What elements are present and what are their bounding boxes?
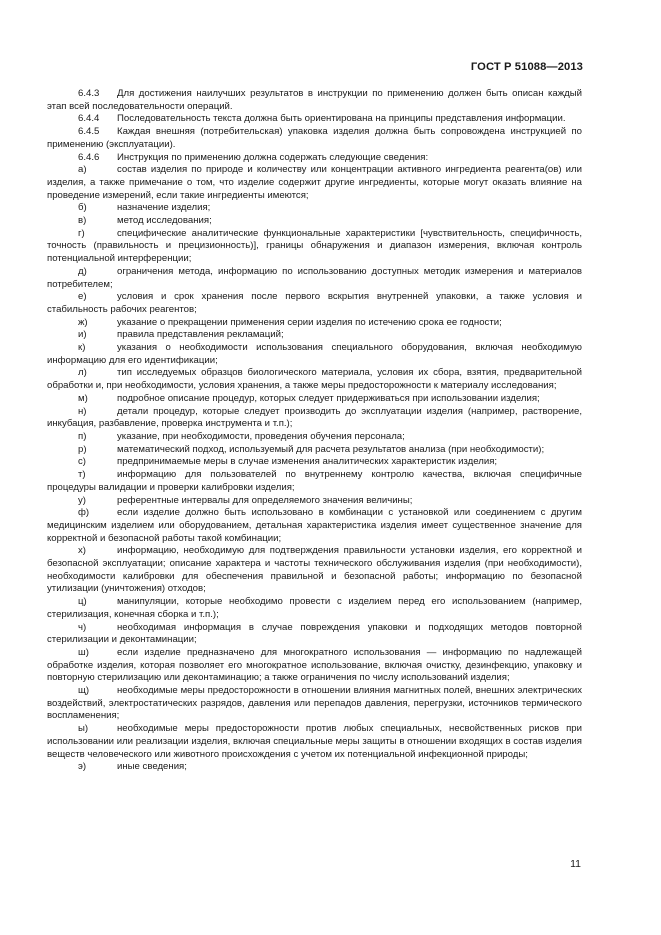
paragraph-label: 6.4.6 — [78, 151, 100, 163]
list-item-label: у) — [78, 494, 86, 506]
list-item — [47, 647, 582, 685]
paragraph — [47, 113, 582, 126]
list-item — [47, 685, 582, 723]
list-item-label: б) — [78, 202, 87, 214]
list-item-text: если изделие должно быть использовано в комбинации с установкой или соединением с другим медицинским изделием или оборудованием, детальная характеристика изделия имеет существенное значение для корректной и безопасной работы такой комбинации; — [47, 507, 582, 544]
list-item-label: н) — [78, 405, 87, 417]
list-item-label: д) — [78, 265, 87, 277]
paragraph-text: Инструкция по применению должна содержать следующие сведения: — [117, 151, 429, 163]
list-item-text: детали процедур, которые следует производить до эксплуатации изделия (например, растворение, инкубация, разбавление, проверка инструмента и т.п.); — [47, 405, 582, 430]
list-item-label: а) — [78, 164, 87, 176]
list-item — [47, 266, 582, 291]
list-item-label: к) — [78, 342, 86, 354]
list-item-text: необходимая информация в случае повреждения упаковки и подходящих методов повторной стерилизации и деконтаминации; — [47, 621, 582, 646]
list-item — [47, 723, 582, 761]
list-item-label: ш) — [78, 646, 89, 658]
list-item-text: предпринимаемые меры в случае изменения аналитических характеристик изделия; — [117, 456, 498, 468]
list-item — [47, 495, 582, 508]
list-item — [47, 291, 582, 316]
paragraph — [47, 88, 582, 113]
page-number: 11 — [570, 858, 581, 870]
list-item-text: манипуляции, которые необходимо провести с изделием перед его использованием (например, стерилизация, конечная сборка и т.п.); — [47, 596, 582, 620]
list-item-label: и) — [78, 329, 87, 341]
list-item-label: щ) — [78, 685, 90, 697]
list-item-text: подробное описание процедур, которых следует придерживаться при использовании изделия; — [117, 392, 540, 404]
list-item-text: необходимые меры предосторожности в отношении влияния магнитных полей, внешних электрических воздействий, электростатических разрядов, давления или перепадов давления, перегрузки, источников термического воспламенения; — [47, 685, 582, 722]
paragraph-label: 6.4.4 — [78, 113, 100, 125]
list-item-text: правила представления рекламаций; — [117, 329, 284, 341]
document-body — [47, 88, 582, 774]
list-item-text: указание о прекращении применения серии изделия по истечению срока ее годности; — [117, 316, 502, 328]
list-item-label: ц) — [78, 596, 87, 608]
list-item-label: т) — [78, 469, 86, 481]
list-item-label: е) — [78, 291, 87, 303]
list-item-text: условия и срок хранения после первого вскрытия внутренней упаковки, а также условия и стабильность рабочих реагентов; — [47, 291, 582, 315]
list-item-label: м) — [78, 392, 88, 404]
list-item-label: х) — [78, 545, 86, 557]
list-item — [47, 761, 582, 774]
paragraph-text: Последовательность текста должна быть ориентирована на принципы представления информации. — [117, 113, 566, 125]
list-item — [47, 202, 582, 215]
list-item — [47, 342, 582, 367]
list-item-text: специфические аналитические функциональные характеристики [чувствительность, специфичность, точность (правильность и прецизионность)], границы обнаружения и диапазон измерения, включая контроль потенциальной интерференции; — [47, 227, 582, 265]
list-item — [47, 317, 582, 330]
list-item-text: иные сведения; — [117, 761, 187, 773]
list-item — [47, 329, 582, 342]
list-item — [47, 596, 582, 621]
list-item-text: ограничения метода, информацию по использованию доступных методик измерения и материалов потребителем; — [47, 265, 582, 290]
list-item — [47, 622, 582, 647]
list-item-label: п) — [78, 430, 87, 442]
paragraph-text: Для достижения наилучших результатов в инструкции по применению должен быть описан каждый этап всей последовательности операций. — [47, 88, 582, 112]
paragraph-text: Каждая внешняя (потребительская) упаковка изделия должна быть сопровождена инструкцией по применению (эксплуатации). — [47, 126, 582, 150]
list-item-label: г) — [78, 227, 85, 239]
list-item-text: состав изделия по природе и количеству или концентрации активного ингредиента реагента(ов) или изделия, а также примечание о том, что изделие содержит другие ингредиенты, которые могут оказать влияние на проведение измерений, если такие ингредиенты имеются; — [47, 164, 582, 201]
list-item-label: э) — [78, 761, 87, 773]
list-item — [47, 406, 582, 431]
list-item — [47, 215, 582, 228]
list-item-text: назначение изделия; — [117, 202, 211, 214]
list-item-text: информацию, необходимую для подтверждения правильности установки изделия, его корректной и безопасной эксплуатации; описание характера и частоты технического обслуживания изделия (при необходимости), необходимости калибровки для обеспечения правильной и безопасной работы; информацию по безопасной утилизации (уничтожения) отходов; — [47, 545, 582, 595]
paragraph — [47, 126, 582, 151]
standard-designation: ГОСТ Р 51088—2013 — [470, 61, 583, 73]
paragraph-label: 6.4.5 — [78, 126, 100, 138]
list-item — [47, 444, 582, 457]
list-item — [47, 367, 582, 392]
list-item-text: метод исследования; — [117, 215, 212, 227]
list-item-label: р) — [78, 443, 87, 455]
list-item-text: математический подход, используемый для расчета результатов анализа (при необходимости); — [117, 443, 545, 455]
list-item-label: в) — [78, 215, 87, 227]
list-item — [47, 431, 582, 444]
list-item-text: тип исследуемых образцов биологического материала, условия их сбора, взятия, предварительной обработки и, при необходимости, условия хранения, а также меры предосторожности к материалу исследования; — [47, 367, 582, 392]
list-item — [47, 545, 582, 596]
list-item — [47, 469, 582, 494]
list-item — [47, 393, 582, 406]
list-item-text: если изделие предназначено для многократного использования — информацию по надлежащей обработке изделия, которая позволяет его многократное использование, включая очистку, дезинфекцию, упаковку и повторную стерилизацию или деконтаминацию; а также ограничения по числу использований изделия; — [47, 646, 582, 684]
list-item — [47, 456, 582, 469]
list-item-text: референтные интервалы для определяемого значения величины; — [117, 494, 413, 506]
paragraph — [47, 152, 582, 165]
list-item — [47, 228, 582, 266]
list-item-label: с) — [78, 456, 86, 468]
list-item-label: ч) — [78, 621, 87, 633]
list-item-text: указание, при необходимости, проведения обучения персонала; — [117, 430, 405, 442]
list-item-label: ы) — [78, 723, 89, 735]
list-item — [47, 164, 582, 202]
list-item-label: л) — [78, 367, 87, 379]
list-item-text: указания о необходимости использования специального оборудования, включая необходимую информацию для его идентификации; — [47, 342, 582, 366]
list-item-text: информацию для пользователей по внутреннему контролю качества, включая специфичные процедуры валидации и проверки калибровки изделия; — [47, 469, 582, 493]
paragraph-label: 6.4.3 — [78, 88, 100, 99]
list-item — [47, 507, 582, 545]
list-item-text: необходимые меры предосторожности против любых специальных, несвойственных рисков при использовании или реализации изделия, включая специальные меры защиты в отношении входящих в состав изделия веществ человеческого или животного происхождения с учетом их потенциальной инфекционной природы; — [47, 723, 582, 760]
list-item-label: ж) — [78, 316, 88, 328]
list-item-label: ф) — [78, 507, 90, 519]
